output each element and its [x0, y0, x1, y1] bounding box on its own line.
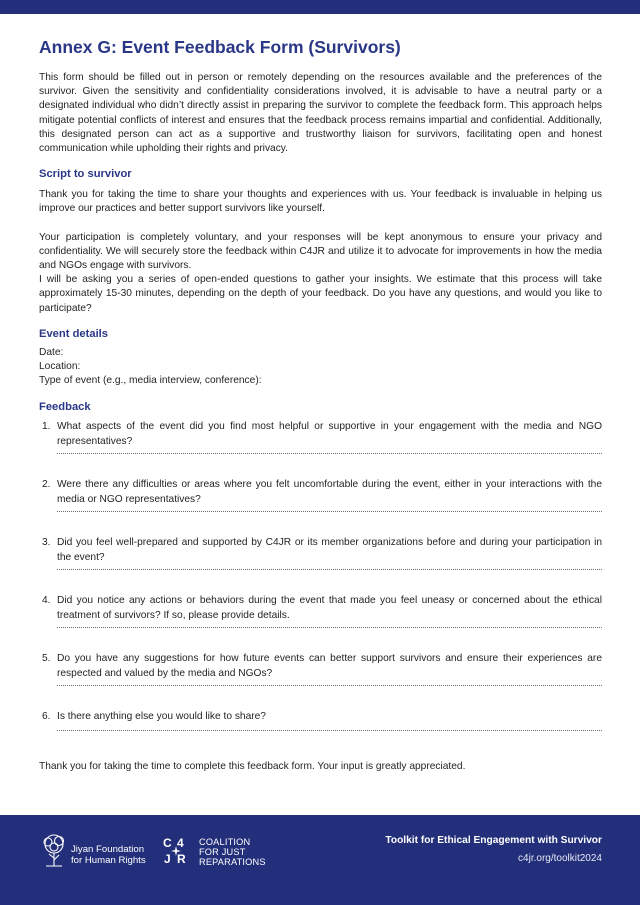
jiyan-line-2: for Human Rights — [71, 855, 146, 866]
question-number: 1. — [42, 421, 51, 433]
c4jr-mark-c: C — [163, 836, 172, 850]
intro-paragraph: This form should be filled out in person or remotely depending on the resources available and the preferences of the survivor. Given the sensitivity and confidentiality considerations involved, it is advisable to have a neutral party or a designated individual who didn’t directly assist in preparing the survivor to complete the feedback form. This approach helps mitigate potential conflicts of interest and ensures that the feedback process remains impartial and confidential. Additionally, this designated person can act as a supportive and trustworthy liaison for survivors, facilitating open and honest communication while upholding their rights and privacy. — [39, 72, 602, 155]
page-title: Annex G: Event Feedback Form (Survivors) — [39, 37, 401, 57]
question-text: Were there any difficulties or areas where you felt uncomfortable during the event, either in your interactions with the media or NGO representatives? — [57, 479, 602, 505]
question-number: 4. — [42, 595, 51, 607]
question-number: 6. — [42, 711, 51, 723]
event-type-label: Type of event (e.g., media interview, conference): — [39, 375, 262, 387]
question-text: Is there anything else you would like to share? — [57, 711, 266, 723]
answer-line[interactable] — [57, 627, 602, 628]
question-number: 5. — [42, 653, 51, 665]
jiyan-line-1: Jiyan Foundation — [71, 844, 145, 855]
question-item — [39, 478, 602, 536]
c4jr-mark-r: R — [177, 852, 186, 866]
c4jr-line-3: REPARATIONS — [199, 857, 266, 867]
feedback-questions — [39, 420, 602, 754]
question-item — [39, 420, 602, 478]
script-paragraph-1: Thank you for taking the time to share your thoughts and experiences with us. Your feedback is invaluable in helping us improve our practices and better support survivors like yourself. — [39, 189, 602, 215]
closing-text: Thank you for taking the time to complete this feedback form. Your input is greatly appreciated. — [39, 761, 466, 773]
question-item — [39, 536, 602, 594]
date-label: Date: — [39, 346, 64, 358]
tree-icon — [38, 833, 70, 869]
event-details — [39, 346, 602, 389]
question-item — [39, 594, 602, 652]
script-paragraph-2: Your participation is completely voluntary, and your responses will be kept anonymous to ensure your privacy and confidentiality. We will securely store the feedback within C4JR and utilize it to advocate for improvements in how the media and NGOs engage with survivors. — [39, 231, 602, 272]
answer-line[interactable] — [57, 730, 602, 731]
c4jr-mark-4: 4 — [177, 836, 184, 850]
c4jr-line-1: COALITION — [199, 837, 251, 847]
question-text: Did you notice any actions or behaviors during the event that made you feel uneasy or concerned about the ethical treatment of survivors? If so, please provide details. — [57, 595, 602, 621]
script-heading: Script to survivor — [39, 168, 132, 181]
answer-line[interactable] — [57, 511, 602, 512]
feedback-heading: Feedback — [39, 401, 91, 414]
top-banner — [0, 0, 640, 14]
question-text: Did you feel well-prepared and supported by C4JR or its member organizations before and during your participation in the event? — [57, 537, 602, 563]
c4jr-mark-j: J — [164, 852, 171, 866]
star-icon — [171, 846, 181, 856]
c4jr-mark — [163, 835, 189, 869]
script-paragraph-3: I will be asking you a series of open-ended questions to gather your insights. We estimate that this process will take approximately 15-30 minutes, depending on the depth of your feedback. Do you have any questions, and would you like to participate? — [39, 274, 602, 314]
footer-title: Toolkit for Ethical Engagement with Survivor — [385, 835, 602, 846]
answer-line[interactable] — [57, 685, 602, 686]
question-number: 2. — [42, 479, 51, 491]
question-item — [39, 652, 602, 710]
c4jr-name — [199, 837, 266, 867]
page-content — [39, 36, 602, 774]
c4jr-line-2: FOR JUST — [199, 847, 246, 857]
question-text: What aspects of the event did you find most helpful or supportive in your engagement with the media and NGO representatives? — [57, 421, 602, 447]
question-text: Do you have any suggestions for how future events can better support survivors and ensure their experiences are respected and valued by the media and NGOs? — [57, 653, 602, 679]
footer — [0, 815, 640, 905]
jiyan-foundation-name — [71, 844, 146, 866]
answer-line[interactable] — [57, 453, 602, 454]
question-number: 3. — [42, 537, 51, 549]
footer-url[interactable]: c4jr.org/toolkit2024 — [518, 853, 602, 864]
location-label: Location: — [39, 361, 81, 373]
answer-line[interactable] — [57, 569, 602, 570]
question-item — [39, 710, 602, 754]
event-details-heading: Event details — [39, 327, 109, 340]
